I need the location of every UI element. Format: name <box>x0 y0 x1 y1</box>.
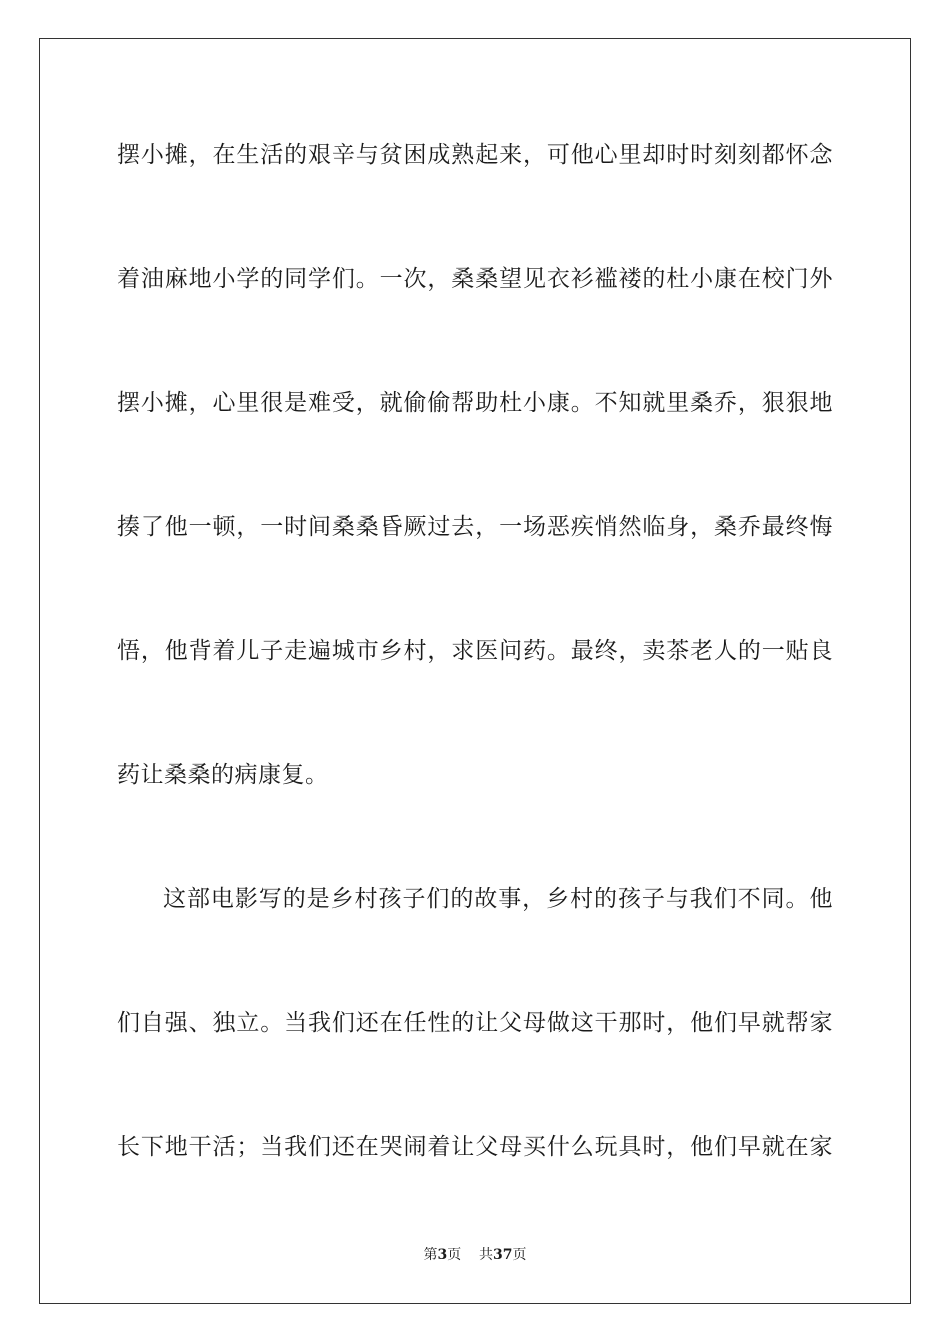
footer-page-unit: 页 <box>447 1247 462 1263</box>
footer-total-prefix: 共 <box>479 1247 494 1263</box>
page-border <box>39 38 911 1304</box>
footer-total-unit: 页 <box>512 1247 527 1263</box>
text-line: 们自强、独立。当我们还在任性的让父母做这干那时，他们早就帮家 <box>117 1010 833 1036</box>
text-line: 摆小摊，心里很是难受，就偷偷帮助杜小康。不知就里桑乔，狠狠地 <box>117 390 833 416</box>
paragraph-first-line: 这部电影写的是乡村孩子们的故事，乡村的孩子与我们不同。他 <box>163 886 833 912</box>
text-line: 长下地干活；当我们还在哭闹着让父母买什么玩具时，他们早就在家 <box>117 1134 833 1160</box>
text-line: 摆小摊，在生活的艰辛与贫困成熟起来，可他心里却时时刻刻都怀念 <box>117 142 833 168</box>
total-pages-number: 37 <box>493 1247 513 1263</box>
text-line: 揍了他一顿，一时间桑桑昏厥过去，一场恶疾悄然临身，桑乔最终悔 <box>117 514 833 540</box>
text-line: 着油麻地小学的同学们。一次，桑桑望见衣衫褴褛的杜小康在校门外 <box>117 266 833 292</box>
page-number-footer <box>0 1245 950 1265</box>
footer-prefix: 第 <box>423 1247 438 1263</box>
text-line: 悟，他背着儿子走遍城市乡村，求医问药。最终，卖茶老人的一贴良 <box>117 638 833 664</box>
current-page-number: 3 <box>437 1247 448 1263</box>
text-line: 药让桑桑的病康复。 <box>117 762 329 788</box>
